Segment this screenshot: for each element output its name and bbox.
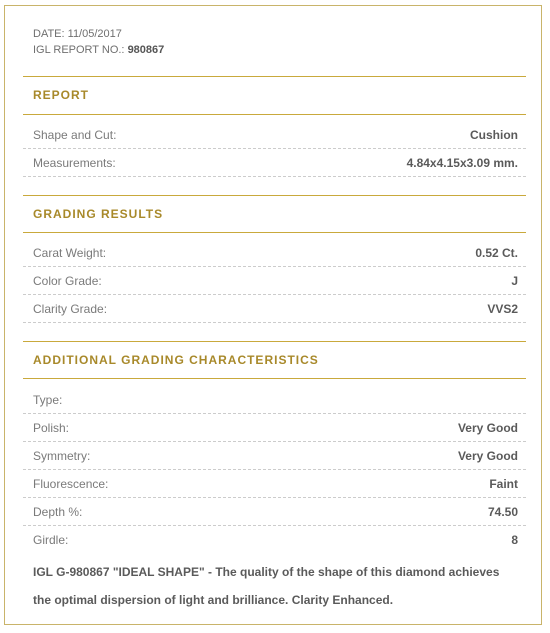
date-value: 11/05/2017 bbox=[67, 28, 122, 40]
row-value: Very Good bbox=[457, 449, 518, 463]
row-label: Polish: bbox=[33, 421, 70, 435]
row-label: Girdle: bbox=[33, 533, 69, 547]
row-label: Fluorescence: bbox=[33, 477, 109, 491]
row-label: Measurements: bbox=[33, 156, 116, 170]
section-divider-bottom bbox=[23, 114, 526, 115]
comment-note: IGL G-980867 "IDEAL SHAPE" - The quality of the shape of this diamond achieves the optimal dispersion of light and brilliance. Clarity Enhanced. bbox=[33, 565, 500, 607]
section-title-report: REPORT bbox=[33, 88, 90, 102]
row-label: Color Grade: bbox=[33, 274, 102, 288]
row-value: 8 bbox=[511, 533, 518, 547]
row-depth bbox=[23, 498, 526, 526]
section-divider-top bbox=[23, 195, 526, 196]
row-value: 4.84x4.15x3.09 mm. bbox=[406, 156, 518, 170]
row-polish bbox=[23, 414, 526, 442]
row-label: Depth %: bbox=[33, 505, 83, 519]
section-divider-bottom bbox=[23, 232, 526, 233]
row-measurements bbox=[23, 149, 526, 177]
row-value: Very Good bbox=[457, 421, 518, 435]
row-value: Faint bbox=[489, 477, 518, 491]
row-label: Carat Weight: bbox=[33, 246, 107, 260]
section-title-grading: GRADING RESULTS bbox=[33, 207, 164, 221]
report-number-label: IGL REPORT NO.: bbox=[33, 44, 125, 56]
row-value: 0.52 Ct. bbox=[475, 246, 518, 260]
row-label: Symmetry: bbox=[33, 449, 91, 463]
report-number-line bbox=[33, 42, 164, 58]
row-carat-weight bbox=[23, 239, 526, 267]
row-value: J bbox=[511, 274, 518, 288]
report-card bbox=[4, 5, 542, 625]
row-clarity-grade bbox=[23, 295, 526, 323]
row-label: Shape and Cut: bbox=[33, 128, 117, 142]
row-label: Clarity Grade: bbox=[33, 302, 108, 316]
row-type bbox=[23, 386, 526, 414]
row-shape-cut bbox=[23, 121, 526, 149]
section-divider-bottom bbox=[23, 378, 526, 379]
row-value: VVS2 bbox=[487, 302, 518, 316]
row-value: 74.50 bbox=[487, 505, 518, 519]
row-value: Cushion bbox=[470, 128, 518, 142]
row-label: Type: bbox=[33, 393, 63, 407]
report-meta bbox=[33, 26, 164, 58]
report-number-value: 980867 bbox=[127, 44, 165, 56]
row-symmetry bbox=[23, 442, 526, 470]
section-divider-top bbox=[23, 341, 526, 342]
section-divider-top bbox=[23, 76, 526, 77]
row-fluorescence bbox=[23, 470, 526, 498]
row-color-grade bbox=[23, 267, 526, 295]
date-line bbox=[33, 26, 164, 42]
row-girdle bbox=[23, 526, 526, 554]
section-title-additional: ADDITIONAL GRADING CHARACTERISTICS bbox=[33, 353, 319, 367]
date-label: DATE: bbox=[33, 28, 65, 40]
